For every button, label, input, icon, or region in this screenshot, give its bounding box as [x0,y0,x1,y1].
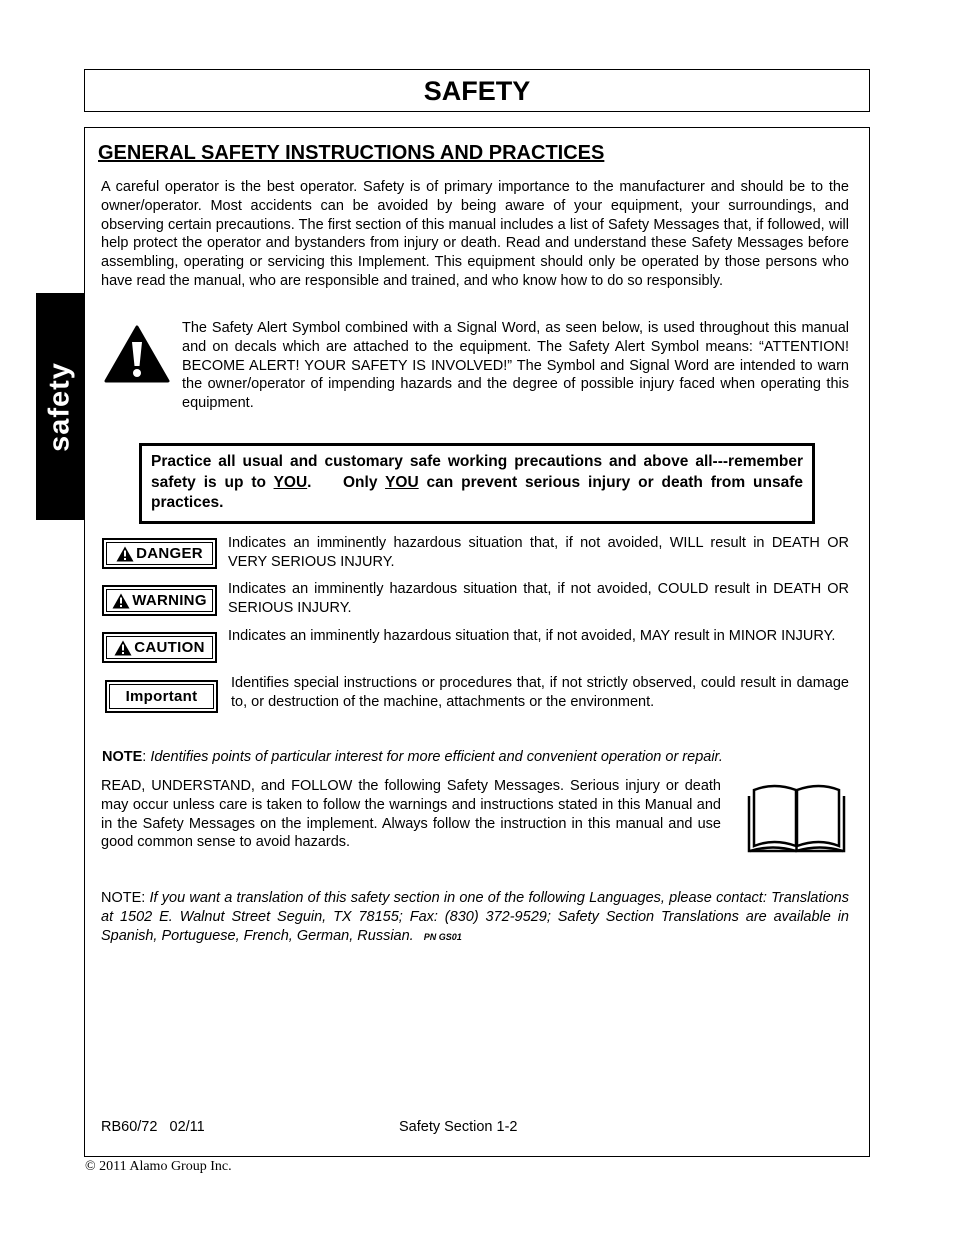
practice-text-2: . Only [307,473,386,491]
warning-description: Indicates an imminently hazardous situation that, if not avoided, COULD result in DEATH OR SERIOUS INJURY. [228,581,849,616]
copyright: © 2011 Alamo Group Inc. [85,1159,232,1174]
warning-triangle-icon [114,640,132,656]
important-badge [105,680,218,713]
important-label: Important [125,688,198,705]
warning-triangle-icon [116,546,134,562]
warning-triangle-icon [112,593,130,609]
page-title: SAFETY [423,76,531,106]
intro-paragraph: A careful operator is the best operator. Safety is of primary importance to the manufacturer and should be to the owner/operator. Most accidents can be avoided by being aware of your equipment, your surroundings, and observing certain precautions. The first section of this manual includes a list of Safety Messages that, if followed, will help protect the operator and bystanders from injury or death. Read and understand these Safety Messages before assembling, operating or servicing this Implement. This equipment should only be operated by those persons who have read the manual, who are responsible and trained, and who know how to do so responsibly. [101,179,849,289]
side-tab-label: safety [43,361,76,452]
note-label: NOTE [102,749,143,765]
practice-you-2: YOU [385,473,419,491]
note-separator: : [142,749,151,765]
page-header [84,69,870,112]
practice-you-1: YOU [273,473,308,491]
danger-badge [102,538,217,569]
part-number: PN GS01 [423,931,462,942]
warning-badge [102,585,217,616]
important-description: Identifies special instructions or procedures that, if not strictly observed, could result in damage to, or destruction of the machine, attachments or the environment. [231,675,849,710]
read-understand-paragraph: READ, UNDERSTAND, and FOLLOW the following Safety Messages. Serious injury or death may occur unless care is taken to follow the warnings and instructions stated in this Manual and in the Safety Messages on the implement. Always follow the instruction in this manual and use good common sense to avoid hazards. [101,778,721,851]
footer-model-date: RB60/72 02/11 [101,1119,205,1135]
caution-label: CAUTION [134,639,205,656]
note-line [102,749,723,765]
alert-symbol-paragraph: The Safety Alert Symbol combined with a Signal Word, as seen below, is used throughout this manual and on decals which are attached to the equipment. The Safety Alert Symbol means: “ATTENTION! BECOME ALERT! YOUR SAFETY IS INVOLVED!” The Symbol and Signal Word are intended to warn the owner/operator of impending hazards and the degree of possible injury faced when operating this equipment. [182,320,849,412]
note-text: Identifies points of particular interest for more efficient and convenient operation or repair. [150,749,723,765]
safety-alert-icon [103,324,171,384]
warning-label: WARNING [132,592,207,609]
practice-text-3: can prevent serious injury or death from unsafe practices. [151,473,804,511]
practice-text-1: Practice all usual and customary safe working precautions and above all---remember safety is up to [151,453,803,491]
translation-note-label: NOTE: [101,890,150,906]
section-title: GENERAL SAFETY INSTRUCTIONS AND PRACTICES [98,142,605,164]
practice-safety-callout [139,443,815,524]
translation-note [101,889,849,946]
danger-label: DANGER [136,545,203,562]
translation-note-text: If you want a translation of this safety section in one of the following Languages, please contact: Translations at 1502 E. Walnut Street Seguin, TX 78155; Fax: (830) 372-9529; Safety Section Translations are available in Spanish, Portuguese, French, German, Russian. [101,890,849,944]
caution-badge [102,632,217,663]
manual-book-icon [746,782,847,854]
caution-description: Indicates an imminently hazardous situation that, if not avoided, MAY result in MINOR INJURY. [228,628,836,644]
side-tab [36,293,84,520]
footer-section-page: Safety Section 1-2 [399,1119,518,1135]
danger-description: Indicates an imminently hazardous situation that, if not avoided, WILL result in DEATH OR VERY SERIOUS INJURY. [228,535,849,570]
